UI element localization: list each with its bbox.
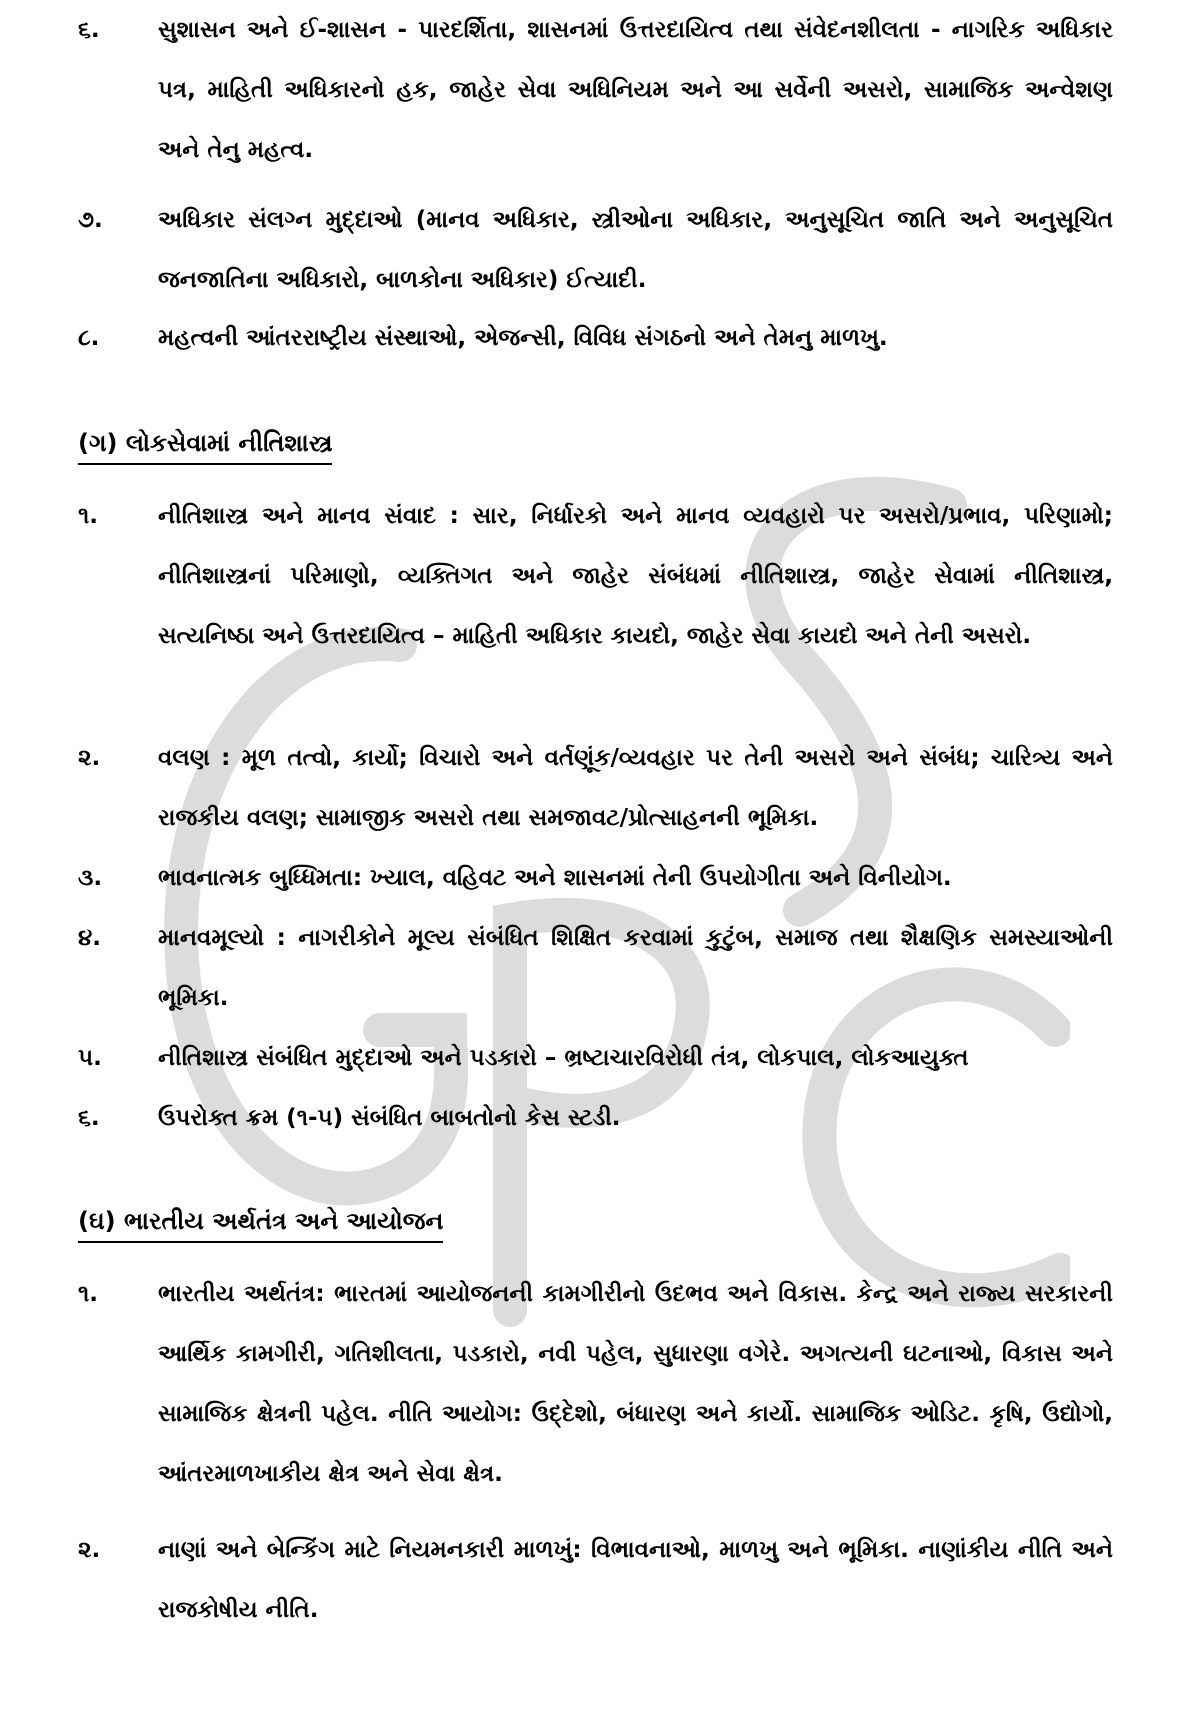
section-heading-gha: (ઘ) ભારતીય અર્થતંત્ર અને આયોજન [78, 1204, 443, 1243]
item-number: ૩. [78, 865, 103, 891]
item-text: નીતિશાસ્ત્ર સંબંધિત મુદ્દાઓ અને પડકારો – ભ્રષ્ટાચારવિરોધી તંત્ર, લોકપાલ, લોકઆયુક્ત [158, 1045, 969, 1071]
item-text: ભારતીય અર્થતંત્ર: ભારતમાં આયોજનની કામગીરીનો ઉદભવ અને વિકાસ. કેન્દ્ર અને રાજ્ય સરકારની આર્થિક કામગીરી, ગતિશીલતા, પડકારો, નવી પહેલ, સુધારણા વગેરે. અગત્યની ઘટનાઓ, વિકાસ અને સામાજિક ક્ષેત્રની પહેલ. નીતિ આયોગ: ઉદ્દેશો, બંધારણ અને કાર્યો. સામાજિક ઓડિટ. કૃષિ, ઉદ્યોગો, આંતરમાળખાકીય ક્ષેત્ર અને સેવા ક્ષેત્ર. [158, 1281, 1113, 1487]
item-number: ૬. [78, 17, 100, 43]
item-text: માનવમૂલ્યો : નાગરીકોને મૂલ્ય સંબંધિત શિક્ષિત કરવામાં કુટુંબ, સમાજ તથા શૈક્ષણિક સમસ્યાઓની ભૂમિકા. [158, 925, 1113, 1011]
item-text: વલણ : મૂળ તત્વો, કાર્યો; વિચારો અને વર્તણૂંક/વ્યવહાર પર તેની અસરો અને સંબંધ; ચારિત્ર્ય અને રાજકીય વલણ; સામાજીક અસરો તથા સમજાવટ/પ્રોત્સાહનની ભૂમિકા. [158, 745, 1113, 831]
section-heading-ga: (ગ) લોકસેવામાં નીતિશાસ્ત્ર [78, 426, 332, 465]
item-number: ૮. [78, 325, 100, 351]
item-number: ૧. [78, 1281, 99, 1307]
item-number: ૨. [78, 1537, 101, 1563]
item-number: ૭. [78, 207, 103, 233]
item-text: નાણાં અને બેન્કિંગ માટે નિયમનકારી માળખું: વિભાવનાઓ, માળખુ અને ભૂમિકા. નાણાંકીય નીતિ અને રાજકોષીય નીતિ. [158, 1537, 1113, 1623]
item-number: ૬. [78, 1105, 100, 1131]
item-number: ૧. [78, 503, 99, 529]
item-text: અધિકાર સંલગ્ન મુદ્દાઓ (માનવ અધિકાર, સ્ત્રીઓના અધિકાર, અનુસૂચિત જાતિ અને અનુસૂચિત જનજાતિના અધિકારો, બાળકોના અધિકાર) ઈત્યાદી. [158, 207, 1113, 293]
item-text: નીતિશાસ્ત્ર અને માનવ સંવાદ : સાર, નિર્ધારકો અને માનવ વ્યવહારો પર અસરો/પ્રભાવ, પરિણામો; નીતિશાસ્ત્રનાં પરિમાણો, વ્યક્તિગત અને જાહેર સંબંધમાં નીતિશાસ્ત્ર, જાહેર સેવામાં નીતિશાસ્ત્ર, સત્યનિષ્ઠા અને ઉત્તરદાયિત્વ – માહિતી અધિકાર કાયદો, જાહેર સેવા કાયદો અને તેની અસરો. [158, 503, 1113, 649]
item-text: સુશાસન અને ઈ-શાસન - પારદર્શિતા, શાસનમાં ઉત્તરદાયિત્વ તથા સંવેદનશીલતા - નાગરિક અધિકાર પત્ર, માહિતી અધિકારનો હક, જાહેર સેવા અધિનિયમ અને આ સર્વેની અસરો, સામાજિક અન્વેશણ અને તેનુ મહત્વ. [158, 17, 1113, 163]
item-text: મહત્વની આંતરરાષ્ટ્રીય સંસ્થાઓ, એજન્સી, વિવિધ સંગઠનો અને તેમનુ માળખુ. [158, 325, 888, 351]
item-number: ૪. [78, 925, 101, 951]
item-number: ૫. [78, 1045, 102, 1071]
item-text: ઉપરોક્ત ક્રમ (૧-૫) સંબંધિત બાબતોનો કેસ સ્ટડી. [158, 1105, 621, 1131]
item-text: ભાવનાત્મક બુધ્ધિમતા: ખ્યાલ, વહિવટ અને શાસનમાં તેની ઉપયોગીતા અને વિનીયોગ. [158, 865, 952, 891]
item-number: ૨. [78, 745, 101, 771]
